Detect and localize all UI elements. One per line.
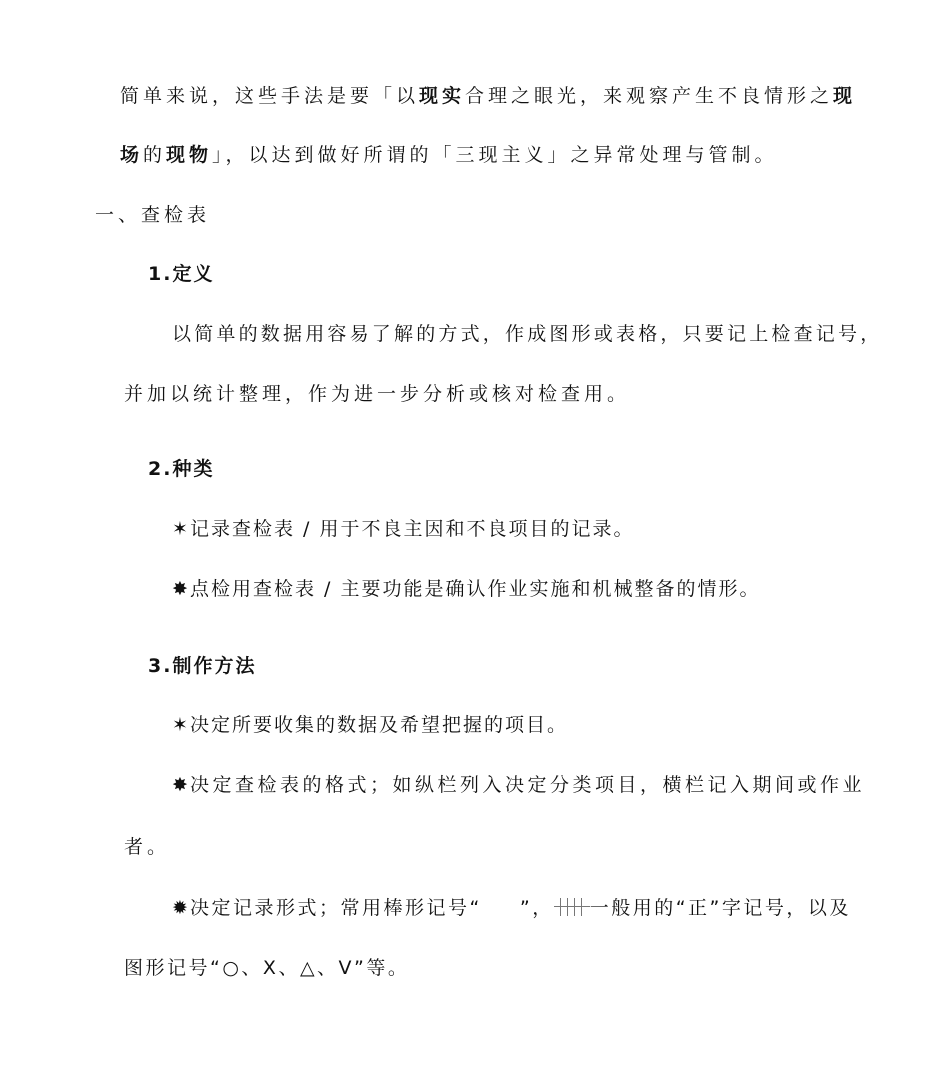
types-item-2 (172, 577, 760, 601)
method-item-text: ”， (519, 897, 554, 919)
method-item-3-line-2: 图形记号“○、X、△、V”等。 (124, 957, 410, 979)
section-title: 一、查检表 (95, 204, 211, 226)
method-item-text: 决定记录形式；常用棒形记号“ (190, 897, 482, 919)
types-item-text: 点检用查检表 / 主要功能是确认作业实施和机械整备的情形。 (190, 578, 761, 600)
intro-line-1 (120, 84, 856, 108)
method-item-2-line-1 (172, 773, 865, 797)
definition-line-1: 以简单的数据用容易了解的方式，作成图形或表格，只要记上检查记号， (172, 323, 883, 345)
method-item-1 (172, 713, 568, 737)
intro-line-2 (120, 143, 778, 167)
intro-bold-text: 场 (120, 144, 144, 166)
star-bullet-icon: ✶ (172, 714, 188, 736)
intro-text: 」，以达到做好所谓的「三现主义」之异常处理与管制。 (212, 144, 778, 166)
method-item-text: 决定所要收集的数据及希望把握的项目。 (190, 714, 569, 736)
intro-text: 的 (143, 144, 167, 166)
definition-line-2: 并加以统计整理，作为进一步分析或核对检查用。 (124, 383, 631, 405)
types-item-1 (172, 517, 634, 541)
method-item-3-line-1 (172, 896, 851, 920)
types-item-text: 记录查检表 / 用于不良主因和不良项目的记录。 (190, 518, 635, 540)
sun-bullet-icon: ✹ (172, 897, 188, 919)
method-item-text: 决定查检表的格式；如纵栏列入决定分类项目，横栏记入期间或作业 (190, 774, 866, 796)
tally-mark-icon (554, 898, 590, 916)
star-bullet-icon: ✶ (172, 518, 188, 540)
heading-types: 2.种类 (148, 458, 215, 480)
intro-text: 简单来说，这些手法是要「以 (120, 85, 420, 107)
starburst-bullet-icon: ✸ (172, 774, 188, 796)
method-item-text: 一般用的“正”字记号，以及 (589, 897, 851, 919)
intro-bold-text: 现 (833, 85, 857, 107)
intro-bold-text: 现实 (419, 85, 466, 107)
method-item-2-line-2: 者。 (124, 836, 171, 858)
starburst-bullet-icon: ✸ (172, 578, 188, 600)
heading-method: 3.制作方法 (148, 655, 257, 677)
intro-text: 合理之眼光，来观察产生不良情形之 (465, 85, 834, 107)
intro-bold-text: 现物 (166, 144, 213, 166)
heading-definition: 1.定义 (148, 263, 215, 285)
